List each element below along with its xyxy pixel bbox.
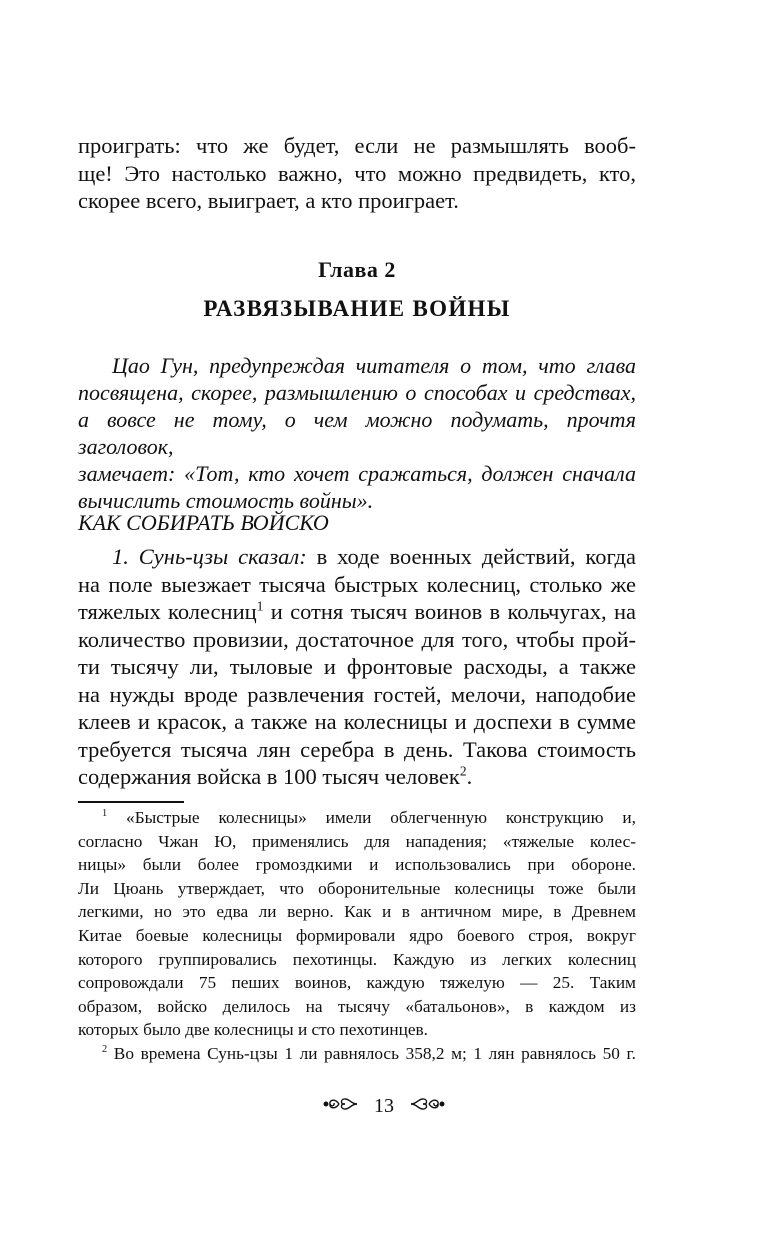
intro-line: Цао Гун, предупреждая читателя о том, что глава xyxy=(112,353,636,378)
footnote-line: которых было две колесницы и сто пехотинцев. xyxy=(78,1020,428,1040)
paragraph-line: на поле выезжает тысяча быстрых колесниц, столько же xyxy=(78,571,636,597)
paragraph-line: ще! Это настолько важно, что можно предвидеть, кто, xyxy=(78,160,636,186)
paragraph-line: требуется тысяча лян серебра в день. Такова стоимость xyxy=(78,736,636,762)
footnote-line: Китае боевые колесницы формировали ядро боевого строя, вокруг xyxy=(78,925,636,945)
footnote-line: Ли Цюань утверждает, что оборонительные колесницы тоже были xyxy=(78,878,636,898)
paragraph-line: проиграть: что же будет, если не размышлять вооб- xyxy=(78,133,636,158)
page-number: 13 xyxy=(374,1094,394,1117)
line-text: тяжелых колесниц xyxy=(78,599,257,624)
paragraph-line xyxy=(78,543,636,571)
paragraph-line xyxy=(78,763,636,791)
footnote-line: которого группировались пехотинцы. Каждую из легких колесниц xyxy=(78,949,636,969)
floral-ornament-icon xyxy=(409,1094,445,1120)
line-text: содержания войска в 100 тысяч человек xyxy=(78,764,460,789)
intro-line: вычислить стоимость войны». xyxy=(78,488,374,513)
paragraph-line: количество провизии, достаточное для того, чтобы прой- xyxy=(78,626,636,652)
footnote-line: сопровождали 75 пеших воинов, каждую тяжелую — 25. Таким xyxy=(78,973,636,993)
footnote-line xyxy=(78,1042,636,1066)
footnote-line: легкими, но это едва ли верно. Как и в античном мире, в Древнем xyxy=(78,902,636,922)
footnote-ref[interactable]: 1 xyxy=(256,598,264,614)
paragraph-line: на нужды вроде развлечения гостей, мелочи, наподобие xyxy=(78,681,636,707)
footnote-marker: 2 xyxy=(102,1044,108,1056)
line-text: Во времена Сунь-цзы 1 ли равнялось 358,2 м; 1 лян равнялось 50 г. xyxy=(107,1043,636,1063)
paragraph-line: скорее всего, выиграет, а кто проиграет. xyxy=(78,188,459,213)
line-text: и сотня тысяч воинов в кольчугах, на xyxy=(263,599,636,624)
intro-line: посвящена, скорее, размышлению о способах и средствах, xyxy=(78,380,636,405)
paragraph-line: ти тысячу ли, тыловые и фронтовые расходы, а также xyxy=(78,654,636,679)
line-text: . xyxy=(466,764,473,789)
chapter-title: РАЗВЯЗЫВАНИЕ ВОЙНЫ xyxy=(203,296,511,321)
page-footer xyxy=(0,1094,768,1120)
footnote-line: образом, войско делилось на тысячу «батальонов», в каждом из xyxy=(78,996,636,1016)
footnote-line xyxy=(78,806,636,830)
chapter-label: Глава 2 xyxy=(318,257,396,282)
footnote-marker: 1 xyxy=(102,808,108,820)
paragraph-line: клеев и красок, а также на колесницы и доспехи в сумме xyxy=(78,709,636,734)
intro-line: а вовсе не тому, о чем можно подумать, прочтя заголовок, xyxy=(78,407,636,459)
speaker-lead: 1. Сунь-цзы сказал: xyxy=(112,544,307,569)
intro-line: замечает: «Тот, кто хочет сражаться, должен сначала xyxy=(78,461,636,486)
line-text: «Быстрые колесницы» имели облегченную конструкцию и, xyxy=(107,808,636,827)
footnote-line: согласно Чжан Ю, применялись для нападения; «тяжелые колес- xyxy=(78,831,636,851)
footnote-separator xyxy=(78,801,184,803)
footnotes xyxy=(78,806,636,1066)
floral-ornament-icon xyxy=(323,1094,359,1120)
main-paragraph xyxy=(78,543,636,791)
continuation-paragraph xyxy=(78,132,636,215)
paragraph-line xyxy=(78,598,636,626)
chapter-intro xyxy=(78,352,636,514)
section-heading: КАК СОБИРАТЬ ВОЙСКО xyxy=(78,510,329,535)
line-text: в ходе военных действий, когда xyxy=(306,544,636,569)
footnote-ref[interactable]: 2 xyxy=(459,763,467,779)
footnote-line: ницы» были более громоздкими и использовались при обороне. xyxy=(78,855,636,875)
